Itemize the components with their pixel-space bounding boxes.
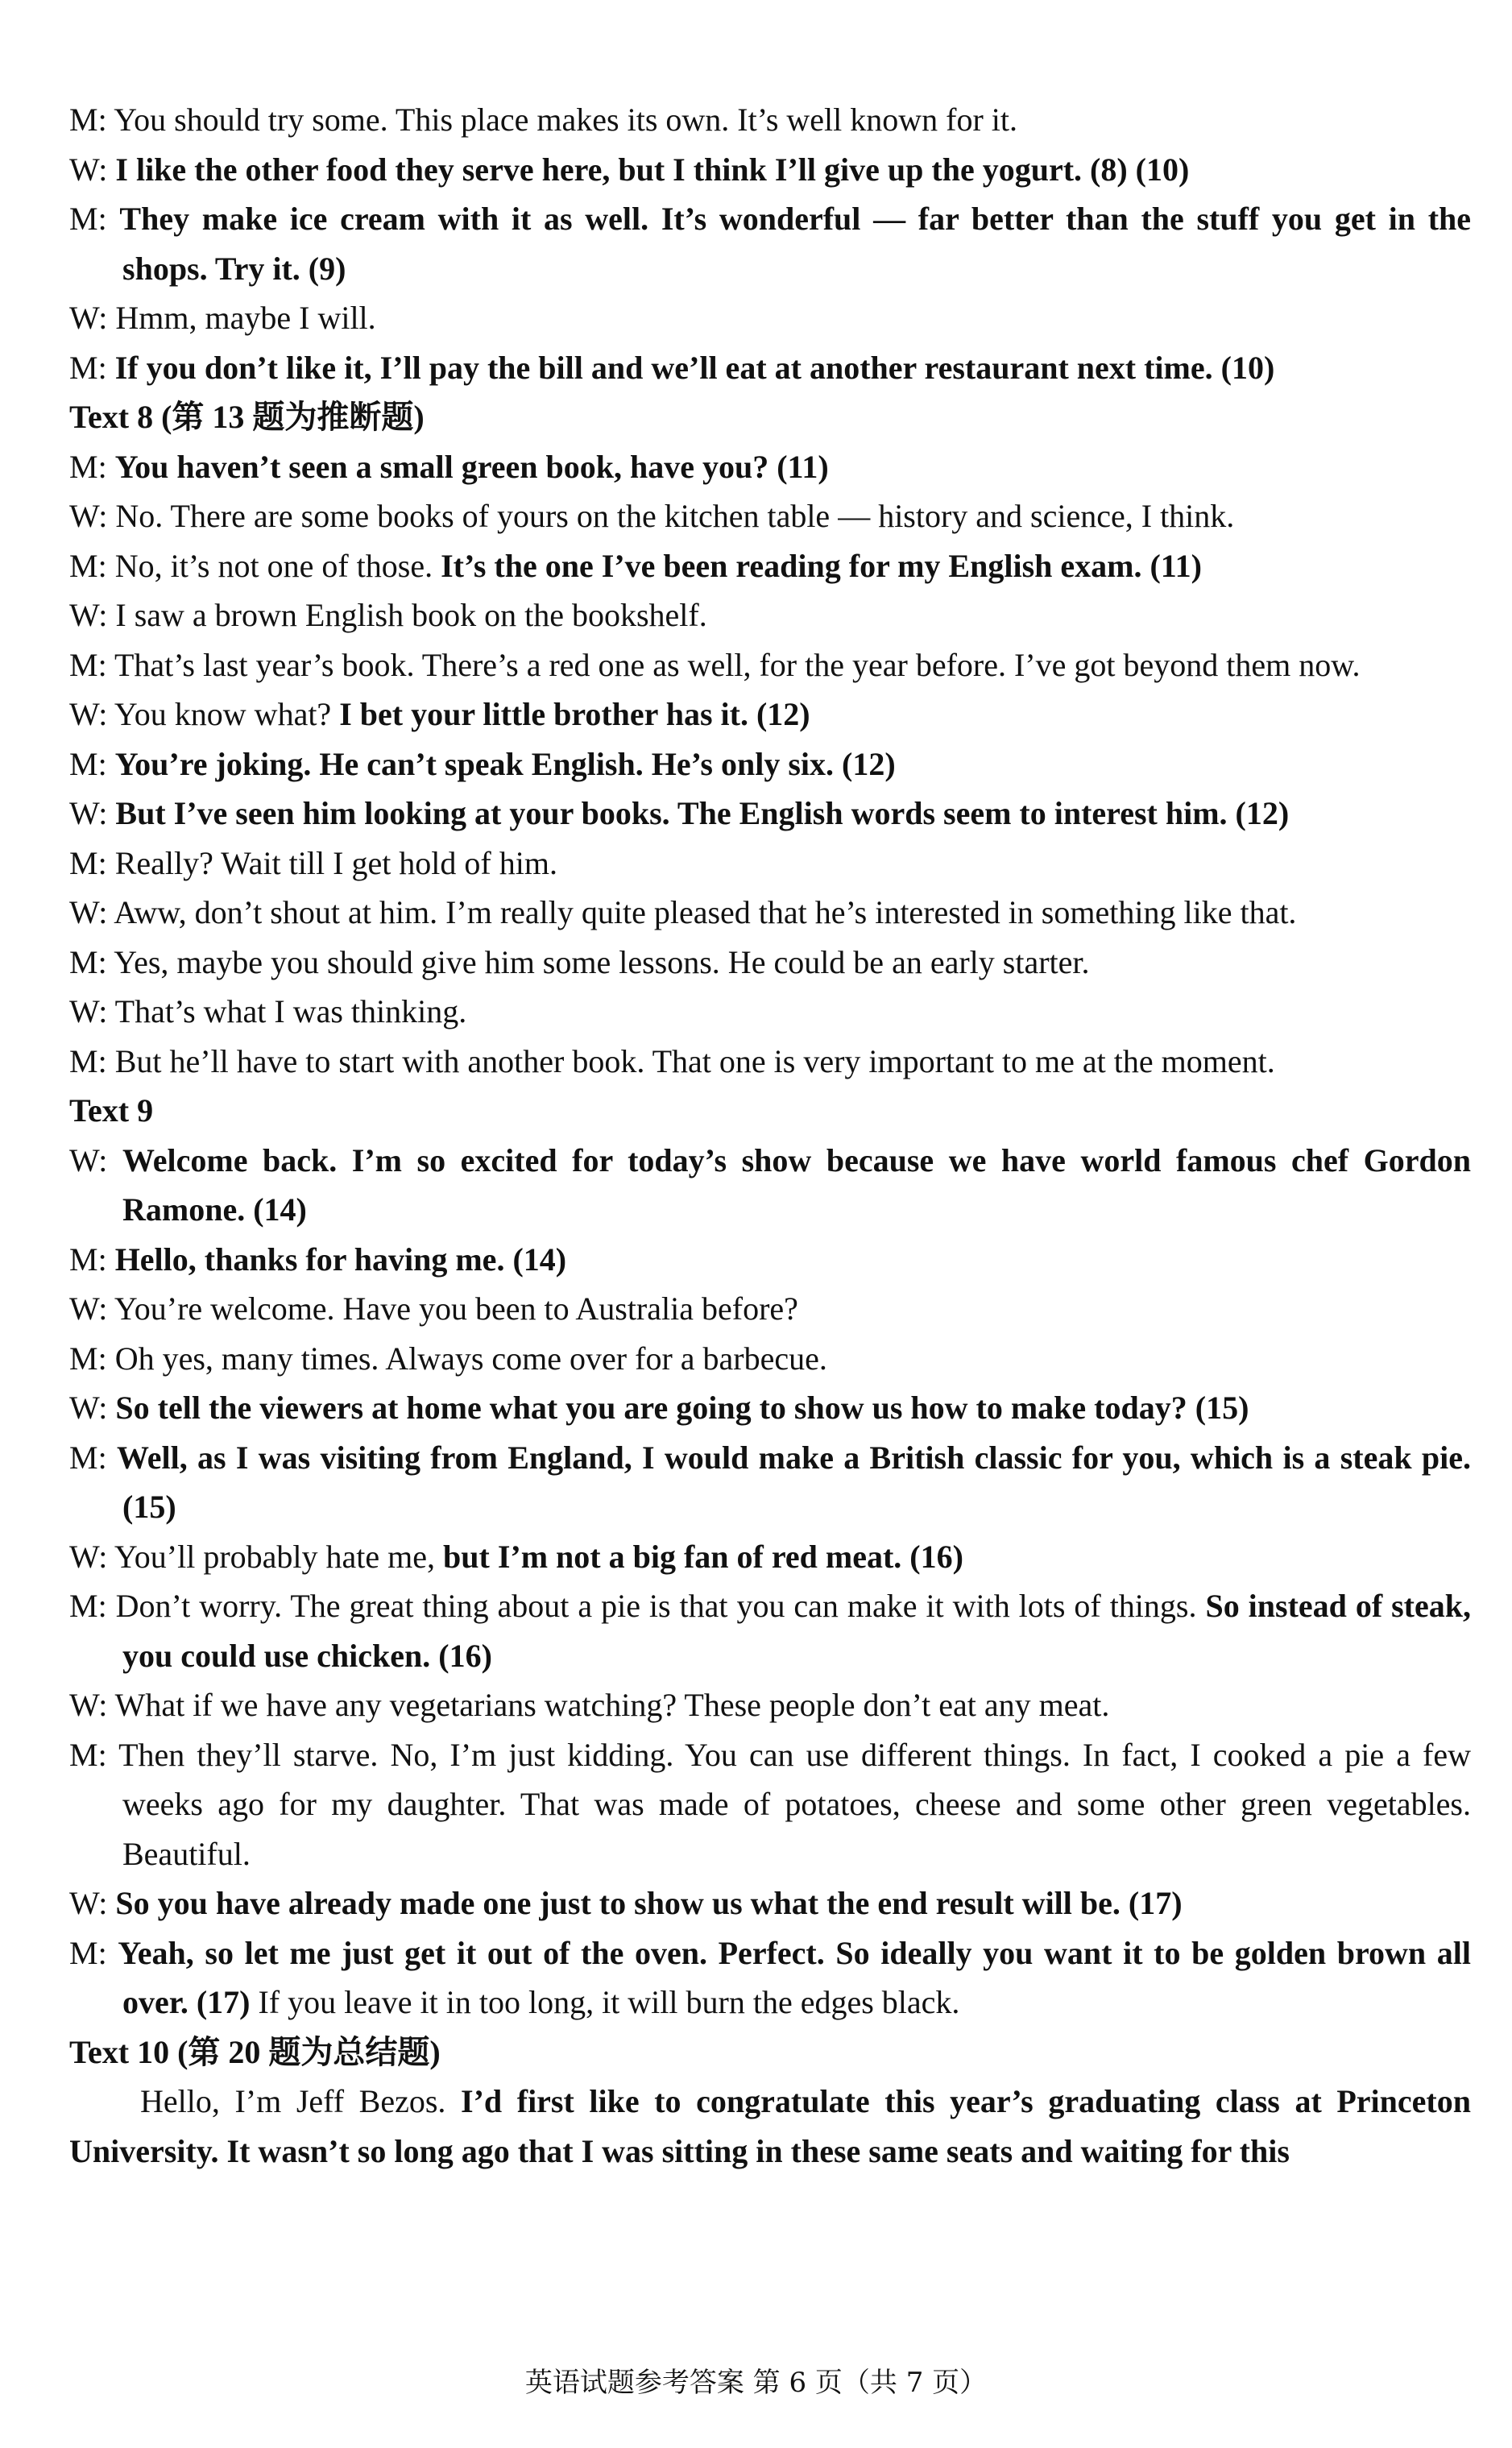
plain-text: That’s last year’s book. There’s a red one as well, for the year before. I’ve got beyond them now.: [114, 646, 1361, 683]
plain-text: If you leave it in too long, it will burn the edges black.: [250, 1984, 960, 2020]
speaker-label: M:: [69, 1340, 107, 1377]
dialogue-line: [69, 541, 1471, 591]
plain-text: Oh yes, many times. Always come over for a barbecue.: [114, 1340, 827, 1377]
answer-key-text: Well, as I was visiting from England, I would make a British classic for you, which is a steak pie. (15): [116, 1439, 1471, 1525]
speaker-label: M:: [69, 1439, 107, 1476]
speaker-label: W:: [69, 894, 108, 930]
answer-key-text: I bet your little brother has it. (12): [339, 696, 810, 732]
speaker-label: W:: [69, 1885, 108, 1921]
answer-key-text: Yeah, so let me just get it out of the oven. Perfect. So ideally you want it to be golden brown all over. (17): [118, 1934, 1471, 2020]
dialogue-line: [69, 194, 1471, 293]
answer-key-text: Text 8 (第 13 题为推断题): [69, 399, 425, 435]
dialogue-line: [69, 938, 1471, 988]
plain-text: You know what?: [114, 696, 340, 732]
section-heading: [69, 392, 1471, 442]
speaker-label: M:: [69, 1736, 107, 1773]
transcript-body: [69, 95, 1471, 2176]
plain-text: No, it’s not one of those.: [114, 547, 441, 584]
answer-key-text: But I’ve seen him looking at your books. The English words seem to interest him. (12): [115, 795, 1290, 831]
dialogue-line: [69, 442, 1471, 492]
answer-key-text: You haven’t seen a small green book, have you? (11): [114, 448, 829, 485]
answer-key-text: but I’m not a big fan of red meat. (16): [443, 1538, 963, 1575]
dialogue-line: [69, 1680, 1471, 1730]
plain-text: You’ll probably hate me,: [114, 1538, 444, 1575]
plain-text: I saw a brown English book on the bookshelf.: [115, 597, 707, 633]
dialogue-line: [69, 640, 1471, 690]
dialogue-line: [69, 1928, 1471, 2028]
speaker-label: M:: [69, 1934, 107, 1971]
plain-text: But he’ll have to start with another book. That one is very important to me at the moment.: [114, 1042, 1275, 1079]
dialogue-line: [69, 145, 1471, 195]
speaker-label: W:: [69, 1290, 108, 1327]
dialogue-line: [69, 888, 1471, 938]
speaker-label: W:: [69, 795, 108, 831]
section-heading: [69, 2028, 1471, 2077]
dialogue-line: [69, 1433, 1471, 1532]
speaker-label: M:: [69, 201, 107, 237]
dialogue-line: [69, 590, 1471, 640]
dialogue-line: [69, 1037, 1471, 1087]
section-heading: [69, 1086, 1471, 1136]
answer-key-text: You’re joking. He can’t speak English. He’s only six. (12): [114, 745, 896, 782]
dialogue-line: [69, 789, 1471, 839]
dialogue-line: [69, 839, 1471, 888]
dialogue-line: [69, 1235, 1471, 1285]
answer-key-text: It’s the one I’ve been reading for my English exam. (11): [441, 547, 1202, 584]
plain-text: You’re welcome. Have you been to Australia before?: [114, 1290, 798, 1327]
dialogue-line: [69, 343, 1471, 393]
speaker-label: W:: [69, 300, 108, 336]
speaker-label: W:: [69, 696, 108, 732]
speaker-label: M:: [69, 1042, 107, 1079]
plain-text: Aww, don’t shout at him. I’m really quite pleased that he’s interested in something like that.: [114, 894, 1297, 930]
answer-key-text: Text 10 (第 20 题为总结题): [69, 2033, 441, 2070]
answer-key-text: They make ice cream with it as well. It’s wonderful — far better than the stuff you get in the shops. Try it. (9): [119, 201, 1472, 287]
dialogue-line: [69, 1532, 1471, 1582]
answer-key-text: Text 9: [69, 1092, 154, 1129]
speaker-label: W:: [69, 597, 108, 633]
speaker-label: M:: [69, 844, 107, 881]
plain-text: Then they’ll starve. No, I’m just kidding. You can use different things. In fact, I cooked a pie a few weeks ago for my daughter. That was made of potatoes, cheese and some other green vegetables. Beautiful.: [118, 1736, 1472, 1872]
answer-key-text: If you don’t like it, I’ll pay the bill and we’ll eat at another restaurant next time. (10): [114, 349, 1275, 386]
plain-text: That’s what I was thinking.: [114, 993, 467, 1029]
speaker-label: W:: [69, 1390, 108, 1426]
plain-text: What if we have any vegetarians watching? These people don’t eat any meat.: [114, 1687, 1110, 1723]
dialogue-line: [69, 1136, 1471, 1235]
answer-key-text: So tell the viewers at home what you are going to show us how to make today? (15): [115, 1390, 1249, 1426]
speech-paragraph: [69, 2077, 1471, 2176]
speaker-label: M:: [69, 448, 107, 485]
speaker-label: W:: [69, 1687, 108, 1723]
speaker-label: W:: [69, 1141, 108, 1178]
answer-key-text: I like the other food they serve here, but I think I’ll give up the yogurt. (8) (10): [115, 151, 1190, 188]
answer-key-text: So you have already made one just to show us what the end result will be. (17): [115, 1885, 1183, 1921]
plain-text: You should try some. This place makes its own. It’s well known for it.: [114, 101, 1017, 138]
page-footer: 英语试题参考答案 第 6 页（共 7 页）: [524, 2367, 988, 2399]
speaker-label: M:: [69, 1241, 107, 1278]
dialogue-line: [69, 293, 1471, 343]
dialogue-line: [69, 987, 1471, 1037]
plain-text: Hmm, maybe I will.: [115, 300, 376, 336]
speaker-label: M:: [69, 349, 107, 386]
plain-text: No. There are some books of yours on the kitchen table — history and science, I think.: [115, 498, 1235, 534]
dialogue-line: [69, 1730, 1471, 1879]
dialogue-line: [69, 1334, 1471, 1384]
dialogue-line: [69, 95, 1471, 145]
speaker-label: W:: [69, 1538, 108, 1575]
dialogue-line: [69, 739, 1471, 789]
dialogue-line: [69, 690, 1471, 739]
speaker-label: W:: [69, 993, 108, 1029]
dialogue-line: [69, 1581, 1471, 1680]
plain-text: Hello, I’m Jeff Bezos.: [140, 2083, 462, 2119]
dialogue-line: [69, 1878, 1471, 1928]
answer-key-text: I’d first like to congratulate this year’s graduating class at Princeton University. It wasn’t so long ago that I was sitting in these same seats and waiting for this: [69, 2083, 1471, 2169]
speaker-label: M:: [69, 101, 107, 138]
speaker-label: W:: [69, 498, 108, 534]
speaker-label: M:: [69, 745, 107, 782]
answer-key-text: Welcome back. I’m so excited for today’s show because we have world famous chef Gordon Ramone. (14): [122, 1141, 1471, 1228]
plain-text: Really? Wait till I get hold of him.: [114, 844, 557, 881]
speaker-label: M:: [69, 547, 107, 584]
speaker-label: M:: [69, 646, 107, 683]
answer-key-text: Hello, thanks for having me. (14): [114, 1241, 567, 1278]
plain-text: Don’t worry. The great thing about a pie is that you can make it with lots of things.: [115, 1588, 1206, 1624]
dialogue-line: [69, 1284, 1471, 1334]
answer-key-text: So instead of steak, you could use chicken. (16): [122, 1588, 1472, 1674]
speaker-label: M:: [69, 943, 107, 980]
dialogue-line: [69, 491, 1471, 541]
dialogue-line: [69, 1383, 1471, 1433]
speaker-label: W:: [69, 151, 108, 188]
speaker-label: M:: [69, 1588, 107, 1624]
plain-text: Yes, maybe you should give him some lessons. He could be an early starter.: [114, 943, 1090, 980]
